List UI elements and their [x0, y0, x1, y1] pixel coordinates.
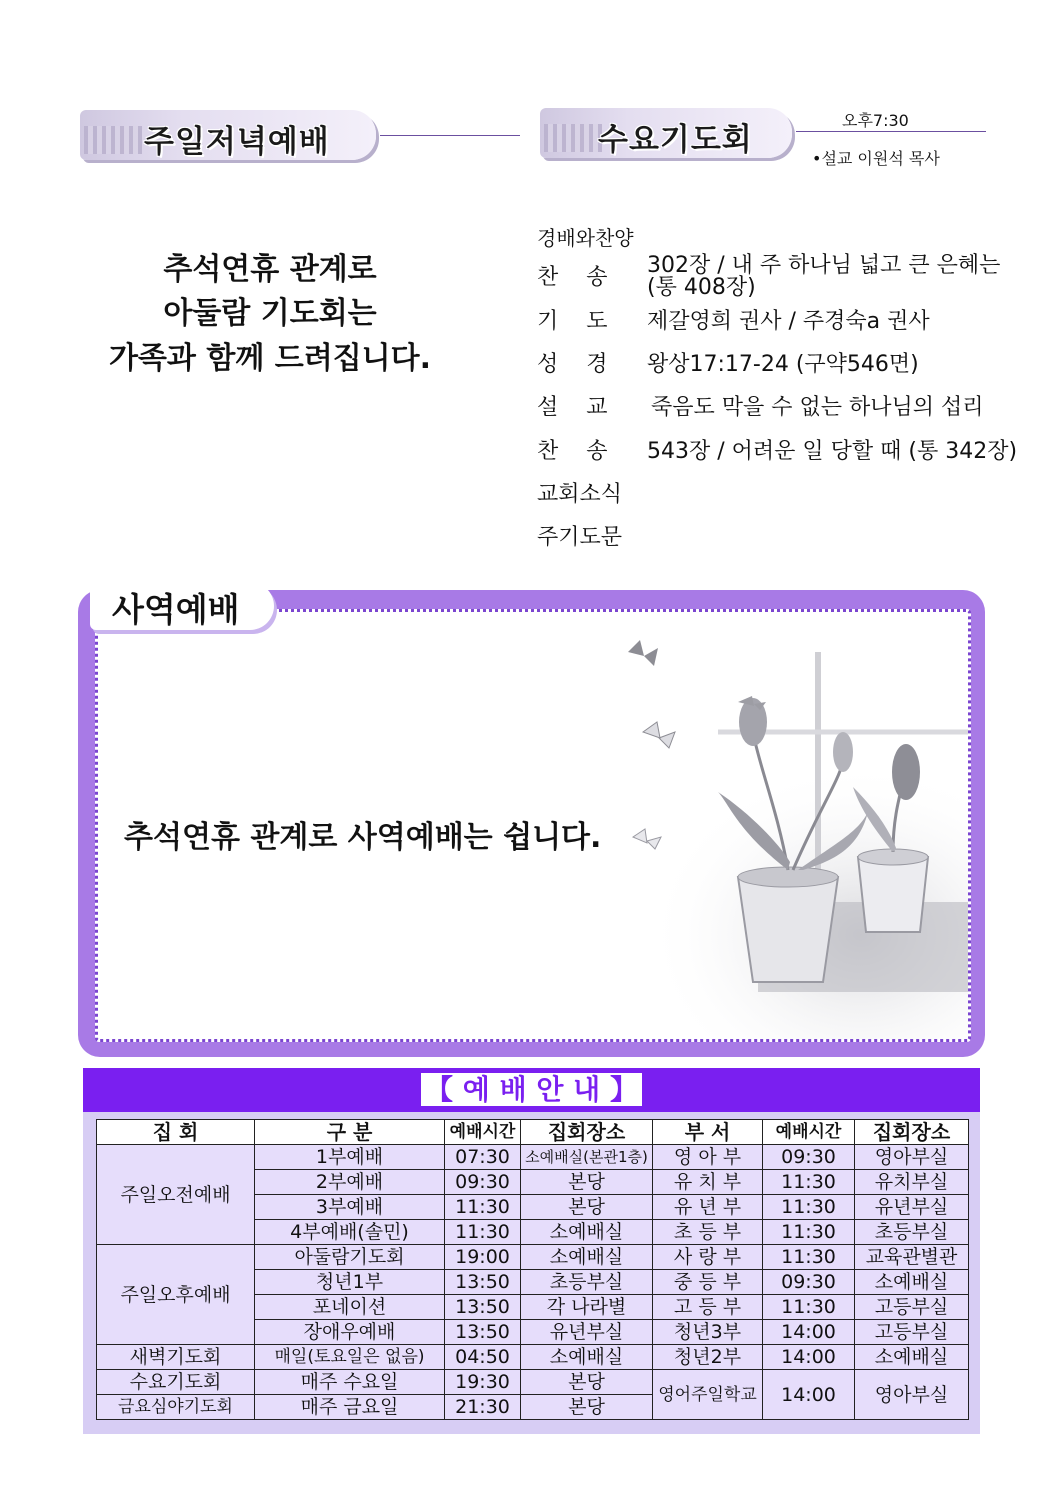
cell: 교육관별관: [855, 1245, 969, 1270]
order-value: 왕상17:17-24 (구약546면): [647, 352, 919, 377]
cell: 금요심야기도회: [97, 1395, 255, 1420]
cell: 초 등 부: [653, 1220, 763, 1245]
cell: 11:30: [445, 1195, 521, 1220]
cell: 영아부실: [855, 1145, 969, 1170]
order-key: 설교: [537, 395, 636, 420]
cell: 매주 금요일: [255, 1395, 445, 1420]
cell: 새벽기도회: [97, 1345, 255, 1370]
ministry-title: 사역예배: [112, 590, 240, 629]
cell: 중 등 부: [653, 1270, 763, 1295]
cell: 본당: [521, 1370, 653, 1395]
cell: 21:30: [445, 1395, 521, 1420]
cell: 청년3부: [653, 1320, 763, 1345]
cell: 초등부실: [855, 1220, 969, 1245]
wednesday-time: 오후7:30: [842, 111, 909, 130]
ministry-tab: [90, 582, 274, 630]
cell: 14:00: [763, 1320, 855, 1345]
table-header-row: [97, 1120, 969, 1145]
table-row: [97, 1245, 969, 1270]
cell: 09:30: [445, 1170, 521, 1195]
col-header: 예배시간: [763, 1120, 855, 1145]
cell: 본당: [521, 1170, 653, 1195]
cell: 13:50: [445, 1270, 521, 1295]
cell: 본당: [521, 1395, 653, 1420]
cell: 09:30: [763, 1145, 855, 1170]
wednesday-preacher: •설교 이원석 목사: [812, 149, 940, 168]
cell: 19:00: [445, 1245, 521, 1270]
time-underline: [796, 131, 986, 132]
cell: 영 아 부: [653, 1145, 763, 1170]
col-header: 집 회: [97, 1120, 255, 1145]
cell: 장애우예배: [255, 1320, 445, 1345]
order-value-sub: (통 408장): [647, 275, 756, 300]
order-value: 543장 / 어려운 일 당할 때 (통 342장): [647, 439, 1018, 464]
ministry-panel: [95, 609, 971, 1042]
table-row: [97, 1145, 969, 1170]
schedule-title: 【 예 배 안 내 】: [421, 1073, 642, 1106]
cell: 09:30: [763, 1270, 855, 1295]
order-value: 302장 / 내 주 하나님 넓고 큰 은혜는: [647, 253, 1001, 278]
wednesday-title: 수요기도회: [598, 122, 753, 158]
col-header: 부 서: [653, 1120, 763, 1145]
cell: 11:30: [763, 1295, 855, 1320]
order-key: 찬송: [537, 265, 636, 290]
cell: 4부예배(솔민): [255, 1220, 445, 1245]
cell: 3부예배: [255, 1195, 445, 1220]
col-header: 집회장소: [521, 1120, 653, 1145]
col-header: 집회장소: [855, 1120, 969, 1145]
cell: 포네이션: [255, 1295, 445, 1320]
ministry-message: 추석연휴 관계로 사역예배는 쉽니다.: [124, 820, 602, 855]
table-row: [97, 1370, 969, 1395]
cell: 11:30: [763, 1245, 855, 1270]
sunday-evening-header: [80, 110, 376, 160]
cell: 11:30: [445, 1220, 521, 1245]
cell: 아둘람기도회: [255, 1245, 445, 1270]
cell: 각 나라별: [521, 1295, 653, 1320]
cell: 영아부실: [855, 1370, 969, 1420]
cell: 11:30: [763, 1220, 855, 1245]
cell: 유년부실: [855, 1195, 969, 1220]
cell: 청년1부: [255, 1270, 445, 1295]
group-cell: 주일오후예배: [97, 1245, 255, 1345]
cell: 고 등 부: [653, 1295, 763, 1320]
city-skyline-decoration: [84, 126, 142, 154]
order-key: 찬송: [537, 439, 636, 464]
table-row: [97, 1345, 969, 1370]
cell: 사 랑 부: [653, 1245, 763, 1270]
wednesday-header: [540, 108, 792, 158]
cell: 소예배실: [855, 1270, 969, 1295]
order-value: 죽음도 막을 수 없는 하나님의 섭리: [651, 395, 984, 420]
cell: 수요기도회: [97, 1370, 255, 1395]
schedule-table: [96, 1119, 969, 1420]
cell: 유년부실: [521, 1320, 653, 1345]
cell: 본당: [521, 1195, 653, 1220]
city-skyline-decoration: [544, 124, 602, 152]
cell: 소예배실: [521, 1220, 653, 1245]
cell: 유치부실: [855, 1170, 969, 1195]
sunday-evening-title: 주일저녁예배: [144, 124, 330, 160]
sunday-evening-line-1: 추석연휴 관계로: [163, 252, 377, 287]
cell: 소예배실: [521, 1345, 653, 1370]
cell: 1부예배: [255, 1145, 445, 1170]
cell: 고등부실: [855, 1295, 969, 1320]
cell: 소예배실: [855, 1345, 969, 1370]
cell: 유 년 부: [653, 1195, 763, 1220]
schedule-title-bar: [83, 1068, 980, 1112]
sunday-evening-line-3: 가족과 함께 드려집니다.: [108, 341, 432, 376]
order-key: 경배와찬양: [537, 226, 634, 250]
header-divider: [380, 135, 520, 136]
cell: 04:50: [445, 1345, 521, 1370]
order-key: 기도: [537, 309, 636, 334]
cell: 14:00: [763, 1370, 855, 1420]
order-key: 성경: [537, 352, 636, 377]
cell: 13:50: [445, 1295, 521, 1320]
cell: 매주 수요일: [255, 1370, 445, 1395]
col-header: 예배시간: [445, 1120, 521, 1145]
cell: 영어주일학교: [653, 1370, 763, 1420]
cell: 소예배실: [521, 1245, 653, 1270]
sunday-evening-line-2: 아둘람 기도회는: [163, 296, 377, 331]
cell: 19:30: [445, 1370, 521, 1395]
order-value: 제갈영희 권사 / 주경숙a 권사: [647, 309, 930, 334]
cell: 11:30: [763, 1195, 855, 1220]
cell: 11:30: [763, 1170, 855, 1195]
order-key: 주기도문: [537, 525, 623, 550]
cell: 14:00: [763, 1345, 855, 1370]
cell: 2부예배: [255, 1170, 445, 1195]
order-key: 교회소식: [537, 482, 623, 507]
cell: 청년2부: [653, 1345, 763, 1370]
cell: 고등부실: [855, 1320, 969, 1345]
cell: 13:50: [445, 1320, 521, 1345]
cell: 07:30: [445, 1145, 521, 1170]
col-header: 구 분: [255, 1120, 445, 1145]
cell: 유 치 부: [653, 1170, 763, 1195]
cell: 소예배실(본관1층): [521, 1145, 653, 1170]
cell: 매일(토요일은 없음): [255, 1345, 445, 1370]
cell: 초등부실: [521, 1270, 653, 1295]
group-cell: 주일오전예배: [97, 1145, 255, 1245]
